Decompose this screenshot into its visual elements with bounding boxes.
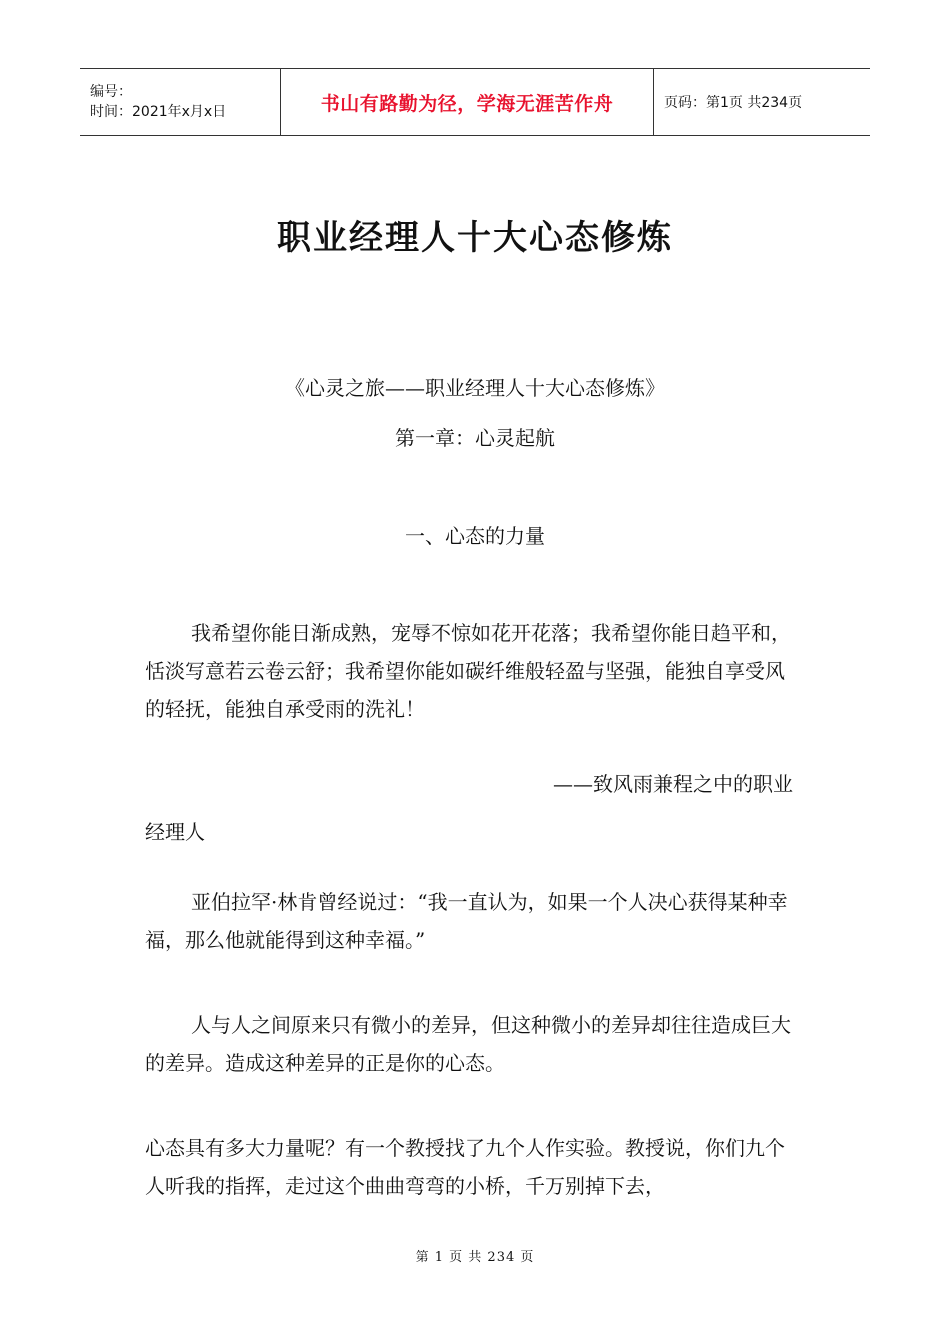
paragraph-experiment: 心态具有多大力量呢？有一个教授找了九个人作实验。教授说，你们九个人听我的指挥，走过这个曲曲弯弯的小桥，千万别掉下去， xyxy=(145,1136,785,1198)
section-heading: 一、心态的力量 xyxy=(405,524,545,548)
paragraph-wish: 我希望你能日渐成熟，宠辱不惊如花开花落；我希望你能日趋平和，恬淡写意若云卷云舒；我希望你能如碳纤维般轻盈与坚强，能独自享受风的轻抚，能独自承受雨的洗礼！ xyxy=(145,621,791,721)
paragraph-lincoln: 亚伯拉罕·林肯曾经说过：“我一直认为，如果一个人决心获得某种幸福，那么他就能得到这种幸福。” xyxy=(145,890,788,952)
document-title: 职业经理人十大心态修炼 xyxy=(277,218,673,258)
header-page-label: 页码：第1页 共234页 xyxy=(664,95,803,111)
chapter-heading: 第一章：心灵起航 xyxy=(395,426,555,450)
number-label: 编号： xyxy=(90,84,132,100)
paragraph-difference: 人与人之间原来只有微小的差异，但这种微小的差异却往往造成巨大的差异。造成这种差异的正是你的心态。 xyxy=(145,1013,791,1075)
header-motto: 书山有路勤为径，学海无涯苦作舟 xyxy=(281,69,654,135)
book-subtitle: 《心灵之旅——职业经理人十大心态修炼》 xyxy=(285,376,665,400)
dedication-line-1: ——致风雨兼程之中的职业 xyxy=(553,772,793,796)
page-footer: 第 1 页 共 234 页 xyxy=(415,1250,535,1265)
header-table xyxy=(80,68,870,136)
header-info-cell xyxy=(80,69,281,135)
time-label: 时间：2021年x月x日 xyxy=(90,104,227,120)
dedication-line-2: 经理人 xyxy=(145,820,205,844)
